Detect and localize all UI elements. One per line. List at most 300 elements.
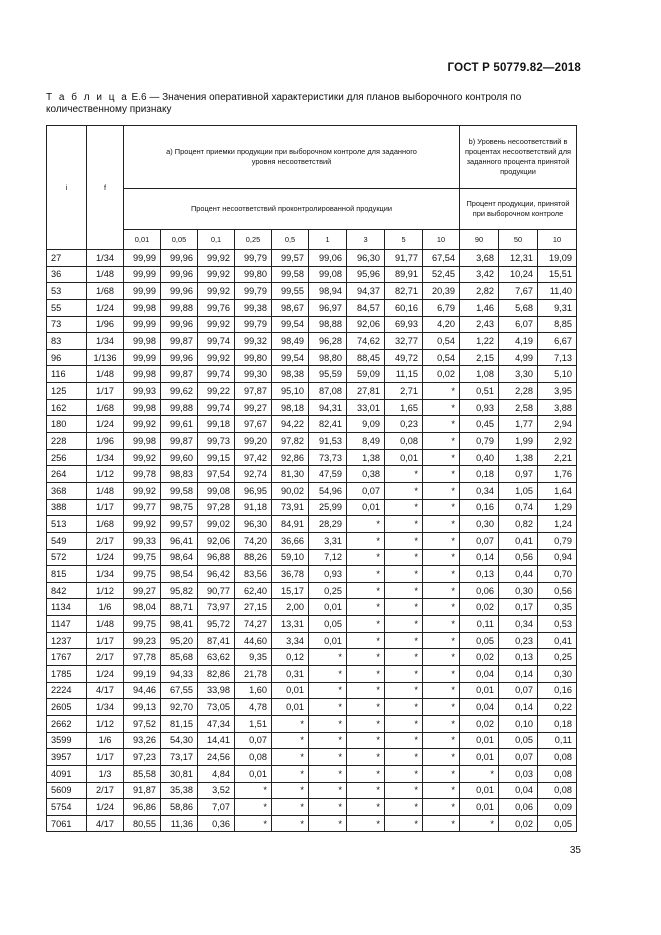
cell-f: 1/24 [87,666,124,683]
cell-value: * [385,499,423,516]
cell-value: 67,54 [423,250,460,267]
cell-value: * [235,799,272,816]
cell-f: 1/12 [87,582,124,599]
cell-value: 2,58 [499,399,538,416]
cell-value: * [347,782,385,799]
cell-value: 99,33 [124,532,161,549]
cell-i: 116 [47,366,87,383]
group-b-subheader: Процент продукции, принятой при выборочном контроле [460,189,577,230]
a-level-header: 10 [423,230,460,250]
cell-value: 4,78 [235,699,272,716]
cell-f: 1/24 [87,299,124,316]
cell-value: 97,78 [124,649,161,666]
cell-value: 99,77 [124,499,161,516]
cell-value: 0,01 [272,682,309,699]
cell-value: 97,52 [124,715,161,732]
group-a-subheader: Процент несоответствий проконтролированной продукции [124,189,460,230]
cell-value: 99,54 [272,316,309,333]
cell-value: 0,70 [538,566,577,583]
cell-value: 94,31 [309,399,347,416]
cell-i: 256 [47,449,87,466]
cell-value: 74,27 [235,616,272,633]
a-level-header: 0,05 [161,230,198,250]
cell-f: 2/17 [87,532,124,549]
cell-value: 1,46 [460,299,499,316]
cell-value: 0,82 [499,516,538,533]
group-b-header: b) Уровень несоответствий в процентах несоответствий для заданного процента принятой продукции [460,126,577,189]
cell-value: 92,70 [161,699,198,716]
cell-value: 93,26 [124,732,161,749]
cell-value: 0,79 [460,433,499,450]
cell-value: 0,22 [538,699,577,716]
cell-value: * [309,666,347,683]
cell-value: * [309,782,347,799]
cell-i: 27 [47,250,87,267]
cell-value: 0,01 [235,765,272,782]
cell-value: 99,92 [124,416,161,433]
cell-value: 0,06 [460,582,499,599]
cell-value: * [385,765,423,782]
cell-value: 0,54 [423,333,460,350]
cell-value: 99,38 [235,299,272,316]
cell-value: 95,96 [347,266,385,283]
cell-value: 7,13 [538,349,577,366]
cell-value: 0,14 [499,666,538,683]
cell-value: 94,33 [161,666,198,683]
cell-value: * [385,782,423,799]
cell-value: 21,78 [235,666,272,683]
cell-value: * [347,632,385,649]
cell-value: 15,51 [538,266,577,283]
cell-f: 1/34 [87,333,124,350]
cell-value: * [385,582,423,599]
cell-value: 0,45 [460,416,499,433]
cell-value: 0,44 [499,566,538,583]
cell-value: 3,88 [538,399,577,416]
table-row [47,632,577,649]
cell-value: 0,36 [198,815,235,832]
cell-f: 1/12 [87,466,124,483]
cell-i: 2224 [47,682,87,699]
cell-value: 3,95 [538,383,577,400]
cell-value: * [385,466,423,483]
table-row [47,349,577,366]
cell-value: * [347,532,385,549]
cell-f: 1/48 [87,616,124,633]
cell-value: 99,08 [198,482,235,499]
cell-f: 1/17 [87,499,124,516]
cell-value: * [385,482,423,499]
cell-value: 9,35 [235,649,272,666]
cell-value: * [385,749,423,766]
cell-value: 0,16 [460,499,499,516]
table-row [47,649,577,666]
cell-value: 87,08 [309,383,347,400]
cell-f: 4/17 [87,815,124,832]
cell-value: * [347,682,385,699]
cell-value: * [347,732,385,749]
cell-f: 1/6 [87,732,124,749]
cell-value: * [423,749,460,766]
table-row [47,699,577,716]
cell-value: 99,73 [198,433,235,450]
cell-value: * [423,682,460,699]
cell-value: 99,99 [124,266,161,283]
cell-value: 99,92 [124,449,161,466]
cell-value: * [347,549,385,566]
cell-i: 1147 [47,616,87,633]
table-row [47,682,577,699]
cell-value: 87,41 [198,632,235,649]
cell-value: 24,56 [198,749,235,766]
cell-value: 74,20 [235,532,272,549]
cell-value: 0,13 [499,649,538,666]
cell-value: * [385,632,423,649]
cell-value: 0,08 [235,749,272,766]
cell-value: * [423,799,460,816]
cell-value: 0,01 [309,599,347,616]
cell-value: 99,92 [198,349,235,366]
cell-i: 2605 [47,699,87,716]
cell-value: * [385,616,423,633]
cell-value: 99,99 [124,316,161,333]
cell-i: 5609 [47,782,87,799]
cell-value: 0,10 [499,715,538,732]
cell-value: 99,80 [235,349,272,366]
cell-value: 99,92 [124,516,161,533]
cell-value: 95,72 [198,616,235,633]
cell-value: 80,55 [124,815,161,832]
cell-value: 4,84 [198,765,235,782]
cell-value: 3,68 [460,250,499,267]
cell-value: 0,41 [538,632,577,649]
cell-value: 0,04 [499,782,538,799]
cell-value: * [423,699,460,716]
table-row [47,782,577,799]
cell-i: 3599 [47,732,87,749]
cell-value: 0,08 [385,433,423,450]
cell-value: 0,07 [460,532,499,549]
cell-i: 7061 [47,815,87,832]
a-level-header: 0,01 [124,230,161,250]
cell-value: * [347,749,385,766]
cell-value: 15,17 [272,582,309,599]
cell-value: 99,96 [161,250,198,267]
cell-value: 99,32 [235,333,272,350]
cell-value: 2,00 [272,599,309,616]
cell-value: 0,05 [499,732,538,749]
cell-value: 0,93 [309,566,347,583]
cell-value: * [423,499,460,516]
cell-f: 1/34 [87,250,124,267]
cell-i: 368 [47,482,87,499]
cell-i: 55 [47,299,87,316]
cell-value: 0,05 [460,632,499,649]
cell-value: 0,01 [460,682,499,699]
cell-value: * [309,732,347,749]
cell-value: 99,74 [198,399,235,416]
cell-value: 33,01 [347,399,385,416]
cell-value: 99,87 [161,366,198,383]
cell-f: 1/24 [87,416,124,433]
cell-value: 12,31 [499,250,538,267]
cell-value: 3,52 [198,782,235,799]
cell-value: * [385,732,423,749]
table-row [47,433,577,450]
cell-value: 2,71 [385,383,423,400]
cell-value: 99,13 [124,699,161,716]
cell-value: 5,68 [499,299,538,316]
table-row [47,516,577,533]
cell-value: 83,56 [235,566,272,583]
cell-value: 99,60 [161,449,198,466]
cell-value: * [385,549,423,566]
a-level-header: 5 [385,230,423,250]
cell-value: 98,64 [161,549,198,566]
cell-value: * [347,566,385,583]
group-a-header: а) Процент приемки продукции при выборочном контроле для заданного уровня несоответствий [124,126,460,189]
cell-value: 81,15 [161,715,198,732]
cell-f: 1/34 [87,566,124,583]
cell-value: * [347,666,385,683]
cell-value: 1,65 [385,399,423,416]
cell-value: 96,41 [161,532,198,549]
cell-value: 99,18 [198,416,235,433]
cell-value: 90,02 [272,482,309,499]
cell-value: 54,96 [309,482,347,499]
cell-value: 99,58 [161,482,198,499]
cell-value: * [423,549,460,566]
cell-value: * [272,799,309,816]
cell-value: * [423,582,460,599]
cell-value: 0,01 [460,799,499,816]
cell-f: 1/96 [87,316,124,333]
cell-value: 0,08 [538,765,577,782]
cell-f: 1/96 [87,433,124,450]
cell-value: 94,46 [124,682,161,699]
cell-value: * [385,649,423,666]
cell-value: 99,78 [124,466,161,483]
cell-value: 0,14 [499,699,538,716]
cell-value: 99,19 [124,666,161,683]
cell-value: 99,98 [124,333,161,350]
cell-value: 0,01 [385,449,423,466]
cell-value: 99,61 [161,416,198,433]
cell-i: 3957 [47,749,87,766]
cell-value: 97,54 [198,466,235,483]
table-row [47,316,577,333]
cell-value: 0,08 [538,782,577,799]
cell-value: 36,66 [272,532,309,549]
cell-value: 47,59 [309,466,347,483]
cell-value: * [423,399,460,416]
cell-value: 95,20 [161,632,198,649]
cell-value: 99,62 [161,383,198,400]
cell-value: 7,67 [499,283,538,300]
cell-value: 96,30 [235,516,272,533]
cell-value: 84,57 [347,299,385,316]
cell-value: 99,87 [161,433,198,450]
cell-value: * [423,516,460,533]
cell-value: 10,24 [499,266,538,283]
cell-f: 1/48 [87,366,124,383]
cell-value: 19,09 [538,250,577,267]
cell-value: 14,41 [198,732,235,749]
cell-value: * [309,815,347,832]
cell-value: 0,41 [499,532,538,549]
cell-value: * [309,799,347,816]
table-row [47,532,577,549]
cell-value: 99,08 [309,266,347,283]
table-row [47,815,577,832]
b-level-header: 50 [499,230,538,250]
cell-i: 73 [47,316,87,333]
cell-value: * [385,715,423,732]
cell-value: 1,99 [499,433,538,450]
cell-i: 2662 [47,715,87,732]
cell-value: 0,07 [499,682,538,699]
cell-value: 0,18 [538,715,577,732]
cell-value: 7,07 [198,799,235,816]
cell-value: 99,75 [124,549,161,566]
cell-value: 99,98 [124,299,161,316]
cell-value: 4,20 [423,316,460,333]
table-row [47,266,577,283]
cell-value: 2,15 [460,349,499,366]
cell-value: 99,98 [124,366,161,383]
cell-value: 99,99 [124,283,161,300]
table-row [47,715,577,732]
cell-f: 2/17 [87,782,124,799]
cell-value: 11,15 [385,366,423,383]
cell-value: 99,96 [161,283,198,300]
cell-value: 52,45 [423,266,460,283]
cell-value: * [460,765,499,782]
cell-value: 97,23 [124,749,161,766]
cell-value: 0,01 [460,732,499,749]
cell-value: 27,15 [235,599,272,616]
cell-value: * [460,815,499,832]
cell-value: 99,99 [124,250,161,267]
cell-value: 13,31 [272,616,309,633]
cell-f: 1/68 [87,516,124,533]
table-row [47,466,577,483]
cell-value: 98,41 [161,616,198,633]
cell-value: 0,54 [423,349,460,366]
cell-value: 2,82 [460,283,499,300]
table-row [47,666,577,683]
table-caption [46,92,586,116]
cell-value: 98,88 [309,316,347,333]
cell-value: * [423,566,460,583]
cell-value: 99,57 [272,250,309,267]
cell-value: 2,94 [538,416,577,433]
b-level-header: 10 [538,230,577,250]
table-row [47,582,577,599]
cell-value: 0,06 [499,799,538,816]
cell-f: 1/17 [87,383,124,400]
cell-value: * [423,482,460,499]
cell-value: 0,01 [460,782,499,799]
cell-value: 99,88 [161,299,198,316]
cell-value: 8,85 [538,316,577,333]
cell-i: 180 [47,416,87,433]
cell-value: 96,42 [198,566,235,583]
cell-value: 98,38 [272,366,309,383]
cell-value: 99,75 [124,566,161,583]
cell-value: 4,19 [499,333,538,350]
cell-value: 30,81 [161,765,198,782]
cell-value: 0,04 [460,699,499,716]
table-row [47,299,577,316]
cell-value: 99,96 [161,349,198,366]
cell-value: 99,92 [198,250,235,267]
cell-value: 0,05 [309,616,347,633]
cell-i: 815 [47,566,87,583]
cell-value: * [347,516,385,533]
cell-value: 0,30 [499,582,538,599]
cell-value: * [309,749,347,766]
cell-value: 0,94 [538,549,577,566]
cell-value: 28,29 [309,516,347,533]
cell-value: * [423,815,460,832]
cell-value: 82,71 [385,283,423,300]
cell-value: 95,10 [272,383,309,400]
table-row [47,616,577,633]
cell-value: * [423,632,460,649]
cell-value: 0,02 [460,715,499,732]
table-row [47,333,577,350]
cell-value: 92,06 [198,532,235,549]
cell-value: 99,57 [161,516,198,533]
cell-value: 97,67 [235,416,272,433]
cell-value: 94,37 [347,283,385,300]
cell-f: 1/68 [87,283,124,300]
cell-value: 0,97 [499,466,538,483]
cell-i: 513 [47,516,87,533]
cell-value: 99,87 [161,333,198,350]
cell-value: 0,17 [499,599,538,616]
cell-value: 96,30 [347,250,385,267]
cell-value: * [309,649,347,666]
cell-value: 47,34 [198,715,235,732]
cell-value: * [272,815,309,832]
cell-value: 0,01 [272,699,309,716]
cell-value: 99,79 [235,250,272,267]
table-row [47,283,577,300]
cell-value: 5,10 [538,366,577,383]
cell-i: 388 [47,499,87,516]
cell-value: 0,79 [538,532,577,549]
cell-value: 99,27 [235,399,272,416]
table-row [47,599,577,616]
cell-f: 4/17 [87,682,124,699]
cell-value: 58,86 [161,799,198,816]
cell-value: 63,62 [198,649,235,666]
cell-i: 125 [47,383,87,400]
cell-f: 1/34 [87,699,124,716]
cell-i: 1237 [47,632,87,649]
cell-value: 99,54 [272,349,309,366]
cell-value: * [385,566,423,583]
cell-value: 0,34 [460,482,499,499]
cell-value: 0,16 [538,682,577,699]
cell-value: * [423,433,460,450]
cell-value: 9,31 [538,299,577,316]
cell-value: 99,92 [198,266,235,283]
cell-value: 88,45 [347,349,385,366]
cell-value: 96,95 [235,482,272,499]
